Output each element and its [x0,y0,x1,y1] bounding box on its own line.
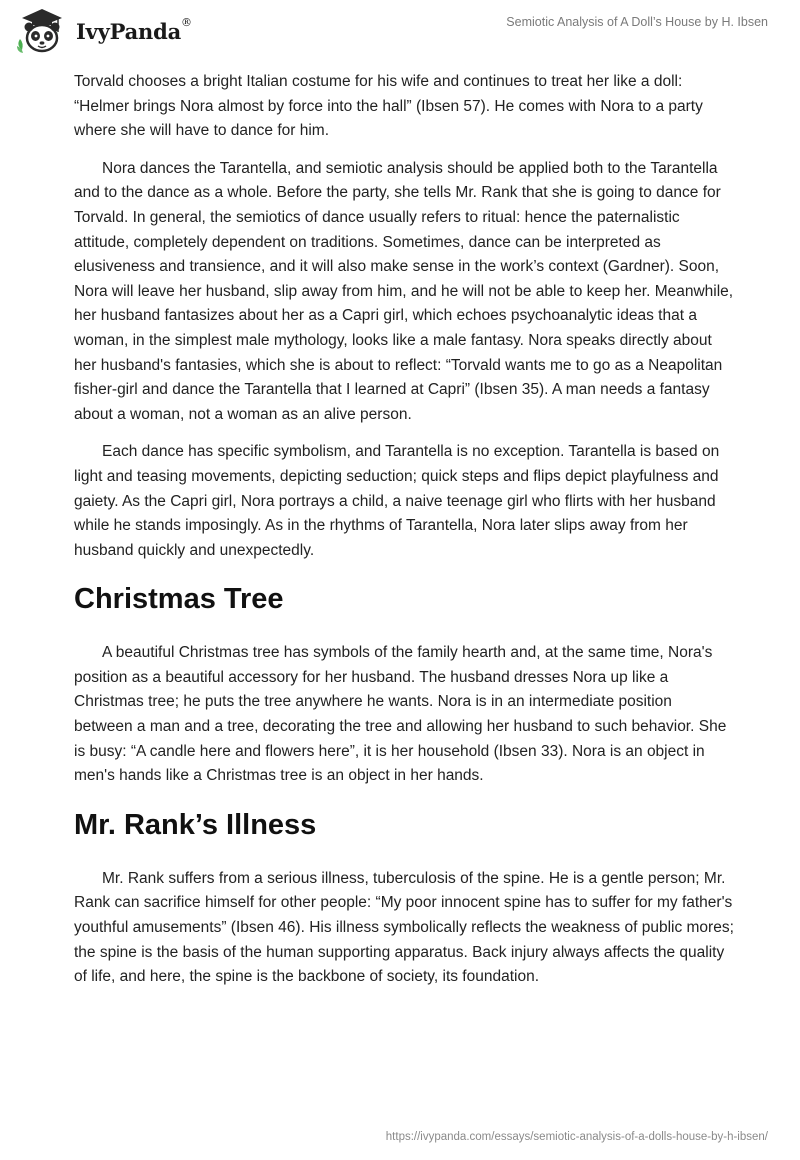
document-title: Semiotic Analysis of A Doll’s House by H. Ibsen [506,15,768,29]
paragraph: A beautiful Christmas tree has symbols of the family hearth and, at the same time, Nora's position as a beautiful accessory for her husband. The husband dresses Nora up like a Christmas tree; he puts the tree anywhere he wants. Nora is in an intermediate position between a man and a tree, decorating the tree and allowing her husband to such behavior. She is busy: “A candle here and flowers here”, it is her household (Ibsen 33). Nora is an object in men's hands like a Christmas tree is an object in her hands. [74,644,727,785]
ivypanda-logo[interactable] [14,6,192,54]
source-url-link[interactable]: https://ivypanda.com/essays/semiotic-analysis-of-a-dolls-house-by-h-ibsen/ [385,1131,768,1143]
paragraph: Mr. Rank suffers from a serious illness, tuberculosis of the spine. He is a gentle person; Mr. Rank can sacrifice himself for other people: “My poor innocent spine has to suffer for my father's youthful amusements” (Ibsen 46). His illness symbolically reflects the weakness of public mores; the spine is the basis of the human supporting apparatus. Back injury always affects the quality of life, and here, the spine is the backbone of society, its foundation. [74,869,734,986]
page-header [0,0,800,60]
essay-content [74,70,734,1003]
logo-wordmark: IvyPanda® [76,15,192,44]
panda-graduation-icon [14,6,72,54]
paragraph: Nora dances the Tarantella, and semiotic analysis should be applied both to the Tarantella and to the dance as a whole. Before the party, she tells Mr. Rank that she is going to dance for Torvald. In general, the semiotics of dance usually refers to ritual: hence the paternalistic attitude, completely dependent on traditions. Sometimes, dance can be interpreted as elusiveness and transience, and it will also make sense in the work’s context (Gardner). Soon, Nora will leave her husband, slip away from him, and he will not be able to keep her. Meanwhile, her husband fantasizes about her as a Capri girl, which echoes psychoanalytic ideas that a woman, in the simplest male mythology, looks like a male fantasy. Nora speaks directly about her husband's fantasies, which she is about to reflect: “Torvald wants me to go as a Neapolitan fisher-girl and dance the Tarantella that I learned at Capri” (Ibsen 35). A man needs a fantasy about a woman, not a woman as an alive person. [74,159,734,423]
section-heading-christmas-tree: Christmas Tree [74,583,284,616]
paragraph: Torvald chooses a bright Italian costume for his wife and continues to treat her like a doll: “Helmer brings Nora almost by force into the hall” (Ibsen 57). He comes with Nora to a party where she will have to dance for him. [74,73,703,140]
section-heading-mr-rank-illness: Mr. Rank’s Illness [74,808,317,841]
paragraph: Each dance has specific symbolism, and Tarantella is no exception. Tarantella is based on light and teasing movements, depicting seduction; quick steps and flips depict playfulness and gaiety. As the Capri girl, Nora portrays a child, a naive teenage girl who flirts with her husband while he stands imposingly. As in the rhythms of Tarantella, Nora later slips away from her husband quickly and unexpectedly. [74,443,720,559]
